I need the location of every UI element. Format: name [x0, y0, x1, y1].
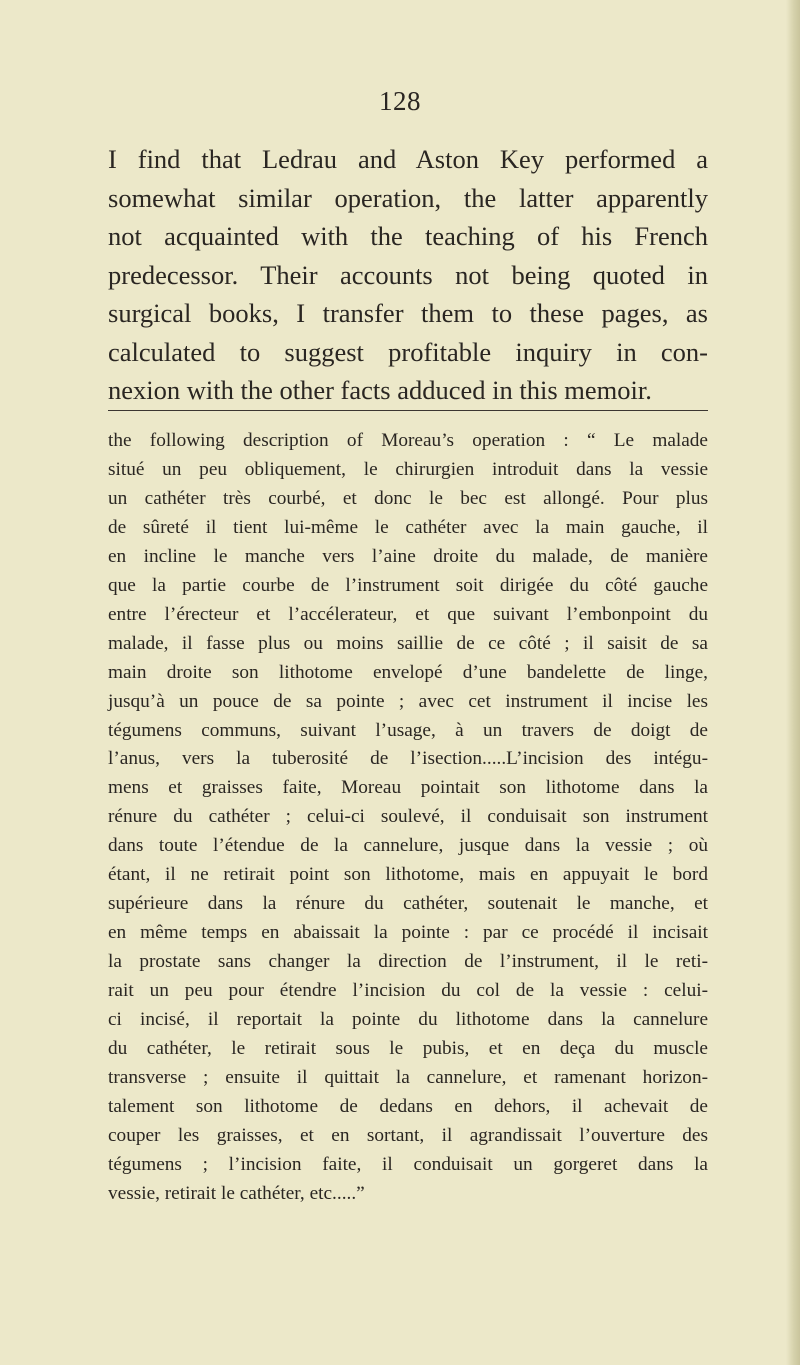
main-paragraph-line: predecessor. Their accounts not being quoted in	[108, 259, 708, 290]
section-divider	[108, 410, 708, 411]
quote-line: jusqu’à un pouce de sa pointe ; avec cet instrument il incise les	[108, 690, 708, 712]
quote-line: étant, il ne retirait point son lithotome, mais en appuyait le bord	[108, 864, 708, 886]
quote-line: que la partie courbe de l’instrument soit dirigée du côté gauche	[108, 574, 708, 596]
quote-line: the following description of Moreau’s operation : “ Le malade	[108, 430, 708, 451]
main-paragraph-line: surgical books, I transfer them to these pages, as	[108, 298, 708, 328]
quote-line: en même temps en abaissait la pointe : par ce procédé il incisait	[108, 922, 708, 944]
quote-line: tégumens ; l’incision faite, il conduisait un gorgeret dans la	[108, 1153, 708, 1175]
quoted-passage	[108, 427, 708, 1209]
quote-line: dans toute l’étendue de la cannelure, jusque dans la vessie ; où	[108, 835, 708, 857]
main-paragraph	[108, 140, 708, 410]
quote-line: couper les graisses, et en sortant, il agrandissait l’ouverture des	[108, 1124, 708, 1146]
quote-line: talement son lithotome de dedans en dehors, il achevait de	[108, 1095, 708, 1117]
quote-line: l’anus, vers la tuberosité de l’isection.....L’incision des intégu-	[108, 748, 708, 770]
quote-line: de sûreté il tient lui-même le cathéter avec la main gauche, il	[108, 516, 708, 538]
quote-line: situé un peu obliquement, le chirurgien introduit dans la vessie	[108, 458, 708, 480]
quote-line: en incline le manche vers l’aine droite du malade, de manière	[108, 545, 708, 567]
quote-line: ci incisé, il reportait la pointe du lithotome dans la cannelure	[108, 1009, 708, 1031]
page-edge-shadow	[786, 0, 800, 1365]
quote-line: transverse ; ensuite il quittait la cannelure, et ramenant horizon-	[108, 1066, 708, 1088]
quote-line: tégumens communs, suivant l’usage, à un travers de doigt de	[108, 719, 708, 741]
quote-line: supérieure dans la rénure du cathéter, soutenait le manche, et	[108, 893, 708, 915]
page-number: 128	[379, 86, 421, 116]
quote-line: malade, il fasse plus ou moins saillie de ce côté ; il saisit de sa	[108, 632, 708, 654]
quote-line: du cathéter, le retirait sous le pubis, et en deça du muscle	[108, 1038, 708, 1060]
main-paragraph-line: nexion with the other facts adduced in this memoir.	[108, 375, 652, 405]
quote-line: mens et graisses faite, Moreau pointait son lithotome dans la	[108, 777, 708, 799]
quote-line: entre l’érecteur et l’accélerateur, et que suivant l’embonpoint du	[108, 603, 708, 625]
main-paragraph-line: not acquainted with the teaching of his French	[108, 221, 708, 251]
main-paragraph-line: I find that Ledrau and Aston Key performed a	[108, 144, 708, 174]
main-paragraph-line: somewhat similar operation, the latter apparently	[108, 182, 708, 213]
quote-line: main droite son lithotome envelopé d’une bandelette de linge,	[108, 661, 708, 683]
main-paragraph-line: calculated to suggest profitable inquiry in con-	[108, 336, 708, 367]
quote-line: rait un peu pour étendre l’incision du col de la vessie : celui-	[108, 980, 708, 1002]
quote-line: un cathéter très courbé, et donc le bec est allongé. Pour plus	[108, 487, 708, 509]
quote-line: rénure du cathéter ; celui-ci soulevé, il conduisait son instrument	[108, 806, 708, 828]
quote-line: la prostate sans changer la direction de l’instrument, il le reti-	[108, 951, 708, 973]
quote-line: vessie, retirait le cathéter, etc.....”	[108, 1182, 365, 1204]
